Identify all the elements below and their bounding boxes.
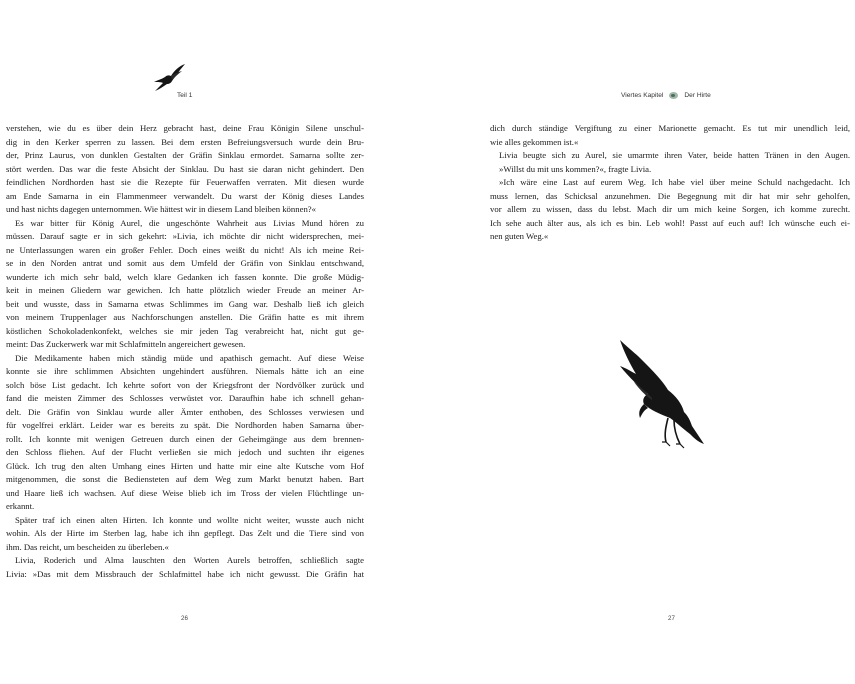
body-text — [490, 122, 850, 244]
text-line: ihm. Das reicht, um bescheiden zu überleben.« — [6, 541, 169, 552]
text-line: nen guten Weg.« — [490, 231, 549, 241]
running-head — [621, 92, 711, 99]
text-line: Livia, Roderich und Alma lauschten den Worten Aurels betroffen, schließlich sagte — [15, 555, 364, 565]
text-line: mitgenommen, die sonst die Bediensteten auf dem Weg zum Markt benutzt haben. Bart — [6, 474, 364, 484]
text-line: delt. Die Gräfin von Sinklau wurde aller Ämter enthoben, des Schlosses verwiesen und — [6, 406, 364, 417]
text-line: »Ich wäre eine Last auf eurem Weg. Ich habe viel über meine Schuld nachgedacht. Ich — [499, 177, 850, 187]
text-line: dig in den Kerker sperren zu lassen. Bei dem ersten Befreiungsversuch wurde dein Bru- — [6, 136, 364, 147]
text-line: am Ende Samarna in ein Flammenmeer verwandelt. Du warst der König dieses Landes — [6, 190, 364, 201]
text-line: dich durch ständige Vergiftung zu einer Marionette gemacht. Es tut mir unendlich leid, — [490, 123, 850, 133]
ornament-icon — [669, 92, 678, 99]
text-line: muss lernen, das Schicksal anzunehmen. Die Begegnung mit dir hat mir sehr geholfen, — [490, 190, 850, 201]
text-line: verstehen, wie du es über dein Herz gebracht hast, deine Frau Königin Silene unschul- — [6, 123, 364, 133]
text-line: Livia: »Das mit dem Missbrauch der Schlafmittel habe ich nicht gewusst. Die Gräfin hat — [6, 568, 364, 579]
page-number: 27 — [668, 615, 675, 622]
left-page — [0, 0, 427, 684]
text-line: erkannt. — [6, 501, 35, 511]
text-line: meint: Das Zuckerwerk war mit Schlafmitteln angereichert gewesen. — [6, 339, 246, 349]
text-line: se in den Norden antrat und somit aus dem Umfeld der Gräfin von Sinklau entschwand, — [6, 258, 364, 268]
text-line: feindlichen Nordhorden hast sie die Rezepte für Feuerwaffen verraten. Mit diesen wurde — [6, 177, 364, 187]
text-line: müssen. Darauf sagte er in sich gekehrt: »Livia, ich möchte dir nicht widersprechen, mei- — [6, 231, 364, 241]
text-line: von meinem Truppenlager aus Nachforschungen anstellen. Die Gräfin hatte es mit ihrem — [6, 312, 364, 322]
right-page — [428, 0, 855, 684]
text-line: beit und wusste, dass in Samarna etwas Schlimmes im Gang war. Deshalb ließ ich gleich — [6, 298, 364, 309]
text-line: »Willst du mit uns kommen?«, fragte Livia. — [499, 163, 652, 174]
body-text — [6, 122, 364, 581]
page-number: 26 — [181, 615, 188, 622]
raven-icon — [152, 62, 186, 94]
text-line: solch böse List gedacht. Ich kehrte sofort von der Kriegsfront der Nordvölker zurück und — [6, 379, 364, 390]
text-line: Glück. Ich trug den alten Umhang eines Hirten und hatte mir eine alte Kutsche vom Hof — [6, 460, 364, 471]
text-line: der, Prinz Laurus, von dunklen Gestalten der Gräfin Sinklau ermordet. Samarna sollte zer- — [6, 150, 364, 160]
text-line: Die Medikamente haben mich ständig müde und apathisch gemacht. Auf diese Weise — [15, 352, 364, 363]
raven-illustration-icon — [612, 338, 712, 460]
text-line: den Schloss fliehen. Auf der Flucht verließen sie mich jedoch und suchten ihr eigenes — [6, 447, 364, 457]
text-line: stört werden. Das war die feste Absicht der Sinklau. Du hast sie daran nicht gehindert. Den — [6, 163, 364, 174]
chapter-title: Der Hirte — [684, 92, 711, 99]
text-line: Ich sehe auch älter aus, als ich es bin. Leb wohl! Passt auf euch auf! Ich wünsche euch ei- — [490, 217, 850, 228]
text-line: wunderte ich mich sehr bald, welch klare Gedanken ich fassen konnte. Die große Müdig- — [6, 271, 364, 282]
text-line: für vogelfrei erklärt. Leider war es bereits zu spät. Die Nordhorden haben Samarna über- — [6, 420, 364, 430]
text-line: wie alles gekommen ist.« — [490, 136, 579, 147]
text-line: fand die meisten Zimmer des Schlosses verwüstet vor. Daraufhin habe ich schnell gehan- — [6, 393, 364, 403]
text-line: und hast nichts dagegen unternommen. Wie hättest wir in diesem Land bleiben können?« — [6, 204, 316, 214]
chapter-label: Viertes Kapitel — [621, 92, 664, 99]
text-line: und Haare ließ ich wachsen. Auf diese Weise blieb ich im Tross der vielen Flüchtlinge un- — [6, 487, 364, 498]
text-line: Livia beugte sich zu Aurel, sie umarmte ihren Vater, beide hatten Tränen in den Augen. — [499, 150, 850, 160]
text-line: Später traf ich einen alten Hirten. Ich konnte und wollte nicht weiter, wusste auch nicht — [15, 514, 364, 525]
running-head: Teil 1 — [177, 92, 193, 99]
text-line: vor allem zu wissen, dass du lebst. Mach dir um mich keine Sorgen, ich komme zurecht. — [490, 204, 850, 214]
text-line: konnte sie ihre schlimmen Absichten ungehindert ausführen. Niemals hätte ich an eine — [6, 366, 364, 376]
text-line: rollt. Ich konnte mit wenigen Getreuen durch einen der Geheimgänge aus dem brennen- — [6, 433, 364, 444]
text-line: ne Unterlassungen waren ein großer Fehler. Doch eines weißt du nicht! Als ich meine Rei- — [6, 244, 364, 255]
text-line: köstlichen Schokoladenkonfekt, welches sie mir jeden Tag verabreicht hat, nicht gut ge- — [6, 325, 364, 336]
text-line: Es war bitter für König Aurel, die ungeschönte Wahrheit aus Livias Mund hören zu — [15, 217, 364, 228]
text-line: wohin. Als der Hirte im Sterben lag, habe ich ihn gepflegt. Das Zelt und die Tiere sind von — [6, 528, 364, 538]
text-line: keit in meinen Gliedern war gewichen. Ich hatte plötzlich wieder Freude an meiner Ar- — [6, 285, 364, 295]
